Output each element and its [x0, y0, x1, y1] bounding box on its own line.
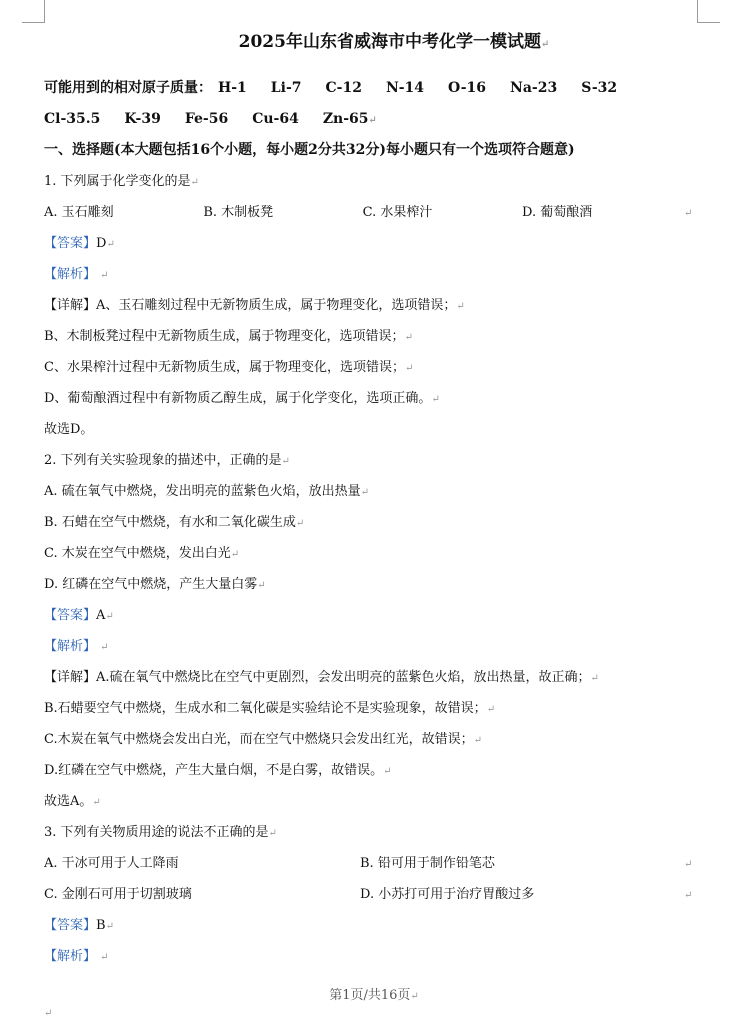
option-c: C. 水果榨汁	[362, 205, 433, 220]
question-3-options-row-1	[44, 848, 693, 879]
question-2-detail-d: D.红磷在空气中燃烧，产生大量白烟，不是白雾，故错误。↵	[44, 763, 392, 778]
question-1-analysis: 【解析】 ↵	[44, 267, 109, 282]
question-2-option-a: A. 硫在氧气中燃烧，发出明亮的蓝紫色火焰，放出热量↵	[44, 484, 370, 499]
section-heading: 一、选择题(本大题包括16个小题，每小题2分共32分)每小题只有一个选项符合题意)	[44, 142, 575, 158]
question-2-stem: 2. 下列有关实验现象的描述中，正确的是↵	[44, 453, 290, 468]
question-2-option-b: B. 石蜡在空气中燃烧，有水和二氧化碳生成↵	[44, 515, 305, 530]
page-corner-mark-right	[697, 0, 720, 23]
question-1-detail-b: B、木制板凳过程中无新物质生成，属于物理变化，选项错误；↵	[44, 329, 413, 344]
question-2-detail-c: C.木炭在氧气中燃烧会发出白光，而在空气中燃烧只会发出红光，故错误；↵	[44, 732, 483, 747]
question-2-option-d: D. 红磷在空气中燃烧，产生大量白雾↵	[44, 577, 266, 592]
option-b: B. 铅可用于制作铅笔芯 ↵	[360, 856, 693, 871]
question-3-analysis: 【解析】 ↵	[44, 949, 109, 964]
question-2-detail-a: 【详解】A.硫在氧气中燃烧比在空气中更剧烈，会发出明亮的蓝紫色火焰，放出热量，故正确；↵	[44, 670, 599, 685]
atomic-mass-row-2: Cl-35.5 K-39 Fe-56 Cu-64 Zn-65↵	[44, 111, 377, 127]
question-1-detail-a: 【详解】A、玉石雕刻过程中无新物质生成，属于物理变化，选项错误；↵	[44, 298, 465, 313]
option-d: D. 小苏打可用于治疗胃酸过多 ↵	[360, 887, 693, 902]
page-footer: 第1页/共16页↵	[329, 988, 419, 1003]
question-2-answer: 【答案】A↵	[44, 608, 114, 623]
question-1-options	[44, 197, 693, 228]
option-b: B. 木制板凳	[203, 205, 274, 220]
question-1-answer: 【答案】D↵	[44, 236, 115, 251]
paragraph-mark: ↵	[44, 1008, 53, 1019]
option-d: D. 葡萄酿酒 ↵	[521, 205, 693, 220]
document-title: 2025年山东省威海市中考化学一模试题↵	[238, 32, 550, 52]
question-1-detail-d: D、葡萄酿酒过程中有新物质乙醇生成，属于化学变化，选项正确。↵	[44, 391, 440, 406]
question-3-answer: 【答案】B↵	[44, 918, 114, 933]
question-2-option-c: C. 木炭在空气中燃烧，发出白光↵	[44, 546, 240, 561]
question-1-stem: 1. 下列属于化学变化的是↵	[44, 174, 199, 189]
question-1-conclusion: 故选D。	[44, 422, 94, 437]
page-corner-mark-left	[22, 0, 45, 23]
question-2-analysis: 【解析】 ↵	[44, 639, 109, 654]
question-2-conclusion: 故选A。↵	[44, 794, 101, 809]
option-a: A. 玉石雕刻	[44, 205, 114, 220]
question-2-detail-b: B.石蜡要空气中燃烧，生成水和二氧化碳是实验结论不是实验现象，故错误；↵	[44, 701, 496, 716]
document-page	[44, 30, 693, 972]
atomic-mass-row-1: 可能用到的相对原子质量： H-1 Li-7 C-12 N-14 O-16 Na-23 S-32	[44, 80, 618, 96]
question-1-detail-c: C、水果榨汁过程中无新物质生成，属于物理变化，选项错误；↵	[44, 360, 414, 375]
question-3-stem: 3. 下列有关物质用途的说法不正确的是↵	[44, 825, 277, 840]
option-a: A. 干冰可用于人工降雨	[44, 856, 179, 871]
option-c: C. 金刚石可用于切割玻璃	[44, 887, 192, 902]
question-3-options-row-2	[44, 879, 693, 910]
